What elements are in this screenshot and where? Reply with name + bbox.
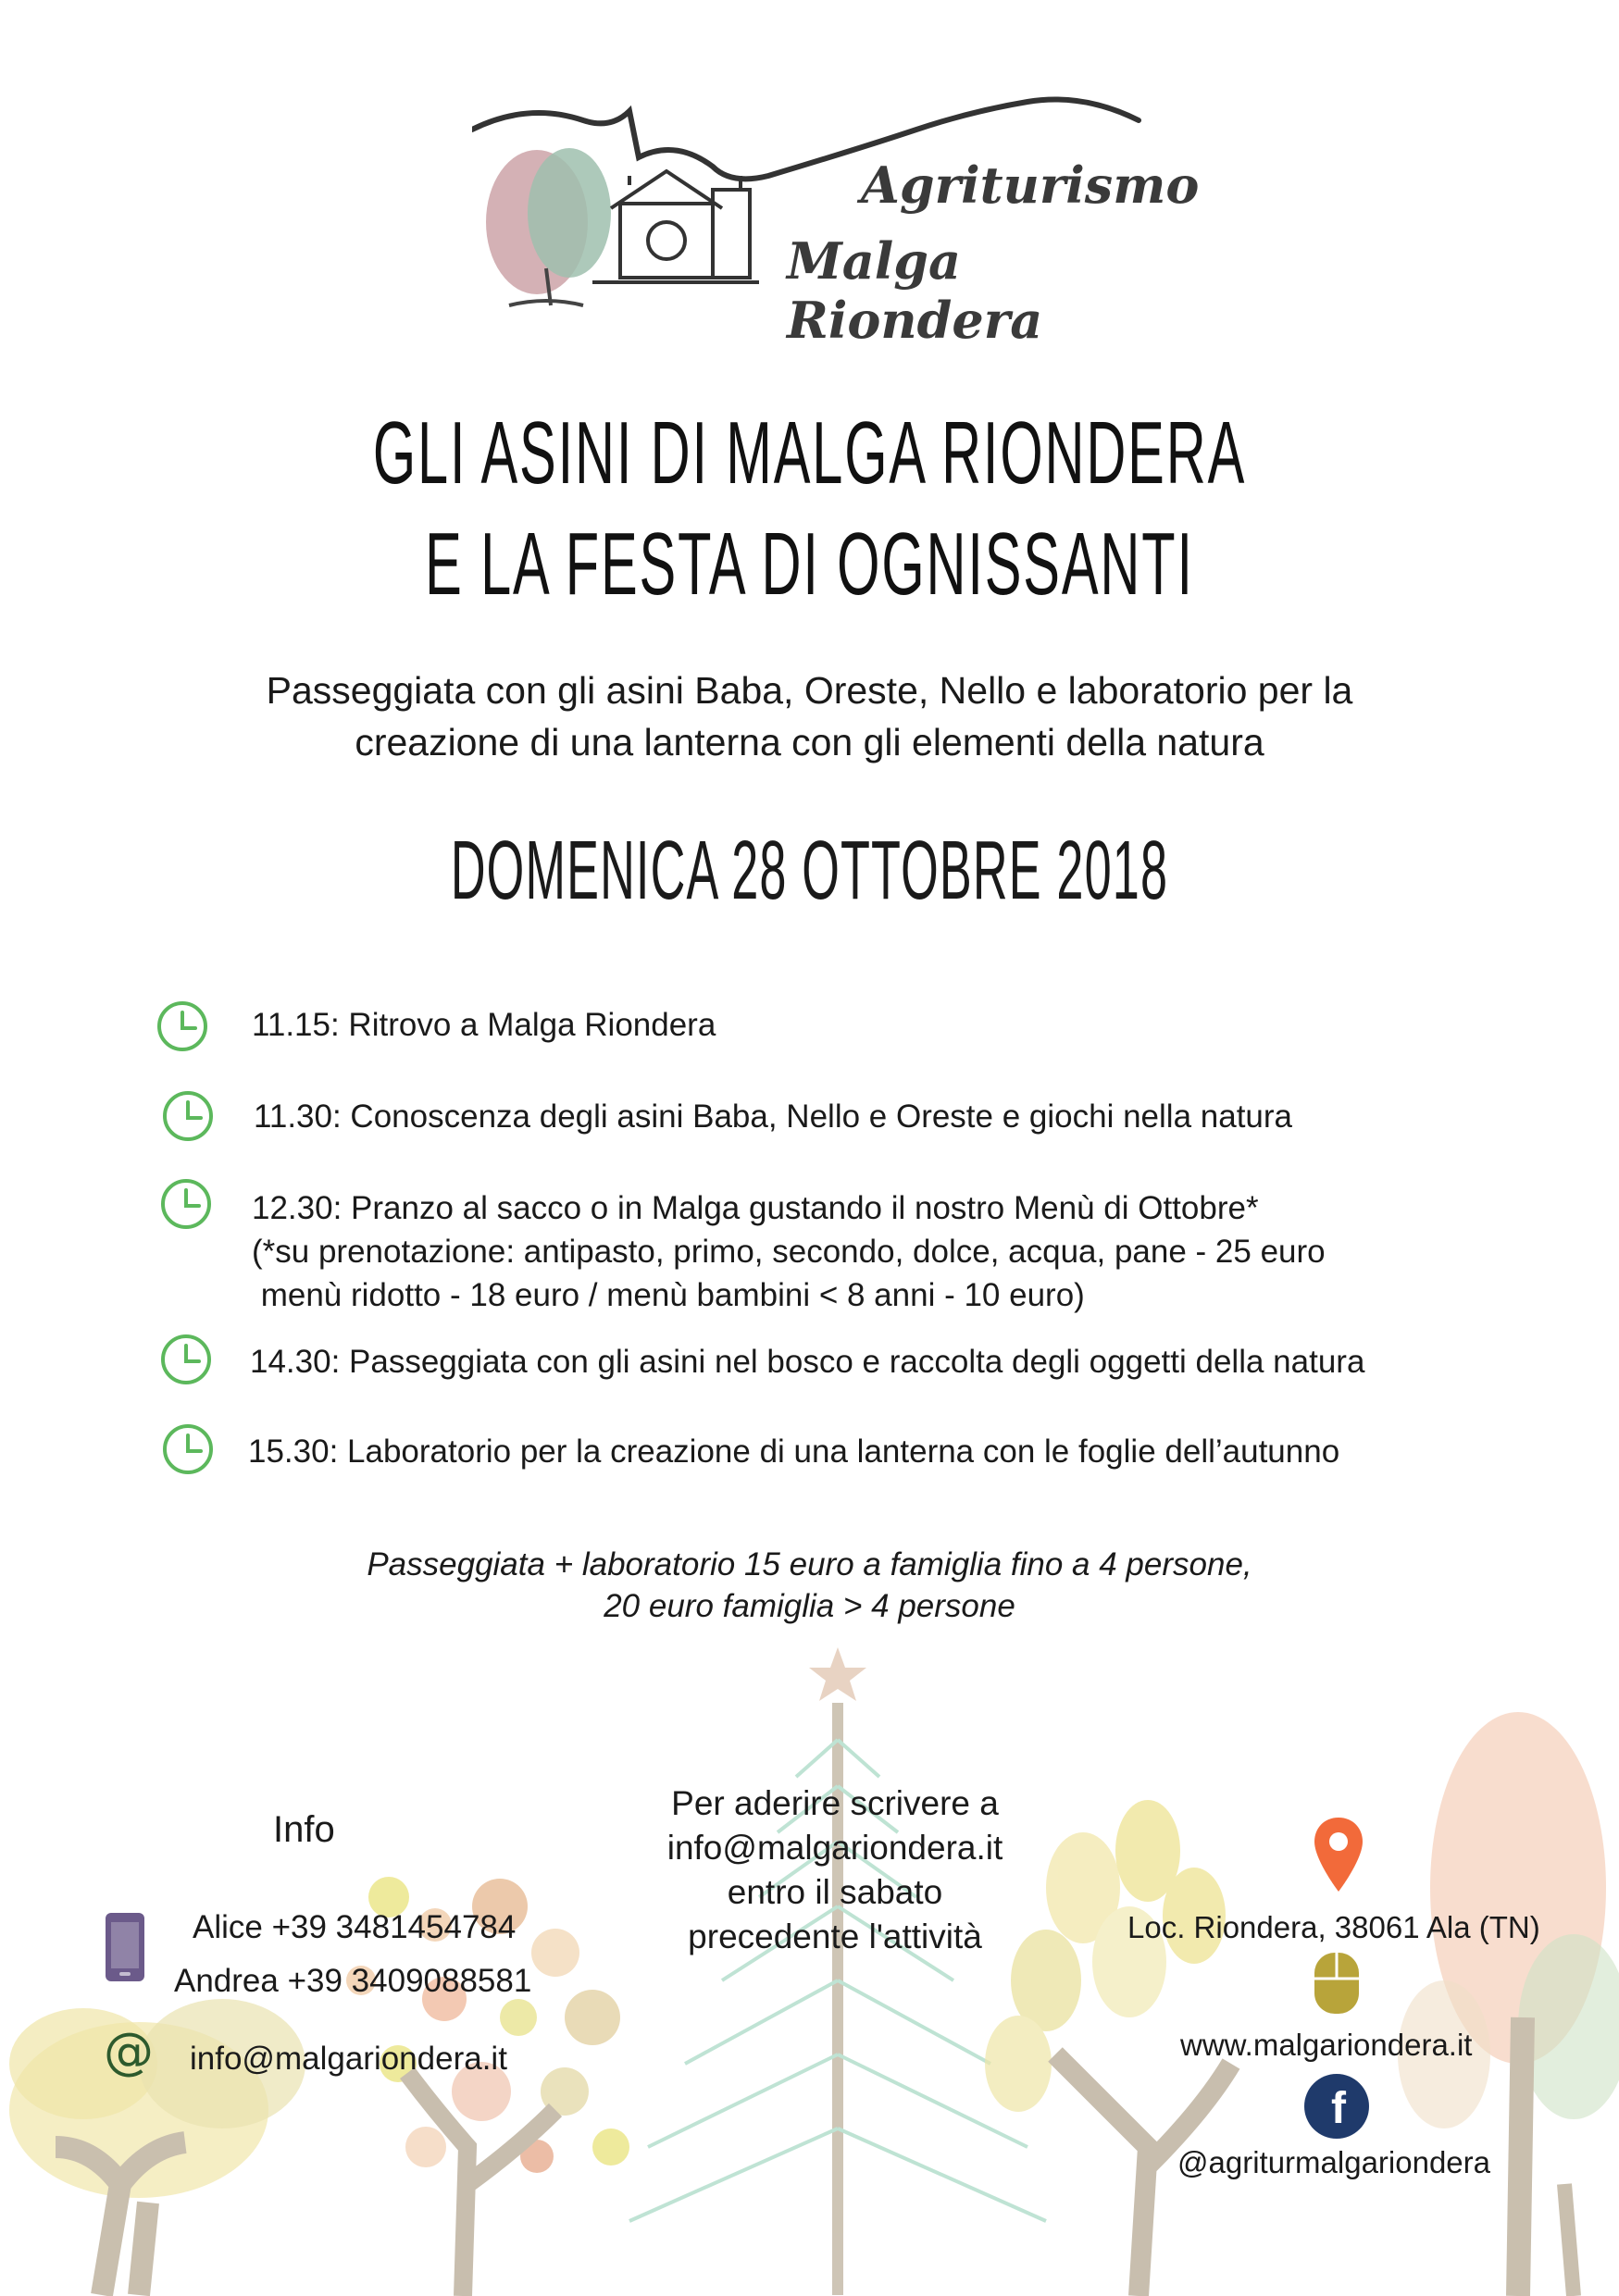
clock-icon <box>159 1333 213 1386</box>
schedule-text: 11.15: Ritrovo a Malga Riondera <box>252 1007 716 1043</box>
signup-line3: entro il sabato <box>727 1873 943 1911</box>
subtitle-line2: creazione di una lanterna con gli elementi della natura <box>355 721 1264 763</box>
price-line1: Passeggiata + laboratorio 15 euro a famiglia fino a 4 persone, <box>367 1546 1252 1582</box>
schedule-text: 14.30: Passeggiata con gli asini nel bosco e raccolta degli oggetti della natura <box>250 1344 1365 1380</box>
schedule-text: menù ridotto - 18 euro / menù bambini < 8 anni - 10 euro) <box>252 1277 1085 1313</box>
schedule-text: 12.30: Pranzo al sacco o in Malga gustando il nostro Menù di Ottobre* <box>252 1190 1259 1226</box>
email-at-icon: @ <box>104 2022 154 2080</box>
email-link[interactable]: info@malgariondera.it <box>190 2041 507 2077</box>
logo-line2: Malga Riondera <box>787 231 1043 350</box>
schedule-text: 11.30: Conoscenza degli asini Baba, Nello e Oreste e giochi nella natura <box>254 1098 1292 1135</box>
clock-icon <box>161 1422 215 1476</box>
address-text: Loc. Riondera, 38061 Ala (TN) <box>1127 1910 1540 1944</box>
price-line2: 20 euro famiglia > 4 persone <box>604 1588 1015 1624</box>
clock-icon <box>161 1089 215 1143</box>
title-line1: GLI ASINI DI MALGA RIONDERA <box>372 403 1247 503</box>
logo-line1: Agriturismo <box>861 155 1200 215</box>
signup-line4: precedente l'attività <box>688 1917 982 1955</box>
facebook-handle[interactable]: @agriturmalgariondera <box>1177 2145 1490 2179</box>
phone-alice[interactable]: Alice +39 3481454784 <box>193 1909 517 1945</box>
clock-icon <box>156 999 209 1053</box>
mouse-icon <box>1313 1951 1361 2016</box>
phone-andrea[interactable]: Andrea +39 3409088581 <box>174 1963 532 1999</box>
subtitle-line1: Passeggiata con gli asini Baba, Oreste, Nello e laboratorio per la <box>266 669 1353 712</box>
clock-icon <box>159 1177 213 1231</box>
signup-email[interactable]: info@malgariondera.it <box>666 1829 1003 1867</box>
website-link[interactable]: www.malgariondera.it <box>1180 2028 1473 2062</box>
event-date: DOMENICA 28 OTTOBRE 2018 <box>450 825 1169 917</box>
facebook-icon[interactable] <box>1303 2073 1370 2140</box>
title-line2: E LA FESTA DI OGNISSANTI <box>425 515 1194 614</box>
signup-line1: Per aderire scrivere a <box>671 1784 999 1822</box>
svg-text:f: f <box>1331 2084 1346 2133</box>
location-pin-icon <box>1313 1816 1364 1893</box>
info-heading: Info <box>273 1809 335 1850</box>
logo <box>472 83 1200 350</box>
phone-icon <box>104 1911 146 1983</box>
schedule-text: 15.30: Laboratorio per la creazione di una lanterna con le foglie dell’autunno <box>248 1433 1340 1470</box>
schedule-text: (*su prenotazione: antipasto, primo, secondo, dolce, acqua, pane - 25 euro <box>252 1234 1326 1270</box>
